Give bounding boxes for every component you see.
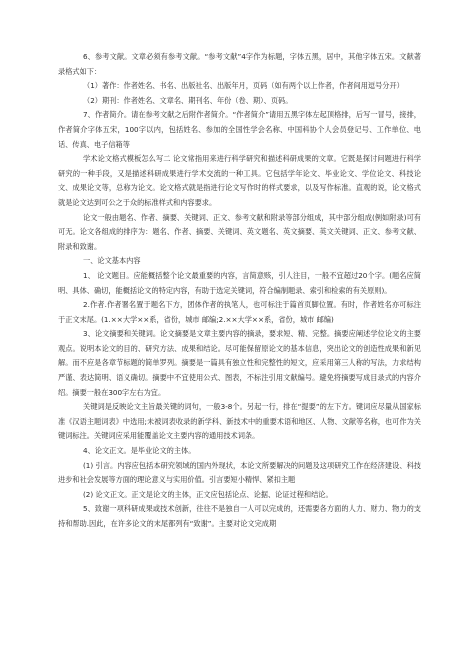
- para-references: 6、参考文献。文章必须有参考文献。“参考文献”4字作为标题，字体五黑，居中，其他字体五宋。文献著录格式如下：: [58, 52, 421, 76]
- para-keywords: 关键词是反映论文主旨最关键的词句，一般3-8个。另起一行，排在“提要”的左下方。键词应尽量从国家标准《汉语主题词表》中选用;未被词表收录的新学科、新技术中的重要术语和地区、人物、文献等名称，也可作为关键词标注。关键词应采用能覆盖论文主要内容的通用技术词条。: [58, 402, 421, 441]
- para-author: 2.作者.作者署名置于题名下方，团体作者的执笔人，也可标注于篇首页脚位置。有时，作者姓名亦可标注于正文末尾。(1.××大学××系，省份，城市 邮编;2.××大学××系，省份，城市 邮编): [58, 300, 421, 324]
- para-acknowledgement: 5、致谢一项科研成果或技术创新，往往不是独自一人可以完成的，还需要各方面的人力、财力、物力的支持和帮助.因此，在许多论文的末尾都列有“致谢”。主要对论文完成期: [58, 504, 421, 528]
- para-template-intro: 学术论文格式模板怎么写二 论文常指用来进行科学研究和描述科研成果的文章。它既是探讨问题进行科学研究的一种手段，又是描述科研成果进行学术交流的一种工具。它包括学年论文、毕业论文、学位论文、科技论文、成果论文等，总称为论文。论文格式就是指进行论文写作时的样式要求，以及写作标准。直观的说，论文格式就是论文达到可公之于众的标准样式和内容要求。: [58, 154, 421, 207]
- para-abstract: 3、论文摘要和关键词。论文摘要是文章主要内容的摘录，要求短、精、完整。摘要应阐述学位论文的主要观点。说明本论文的目的、研究方法、成果和结论。尽可能保留原论文的基本信息，突出论文的创造性成果和新见解。而不应是各章节标题的简单罗列。摘要是一篇具有独立性和完整性的短文，应采用第三人称的写法，力求结构严谨、表达简明、语义确切。摘要中不宜使用公式、图表，不标注引用文献编号。避免将摘要写成目录式的内容介绍。摘要一般在300字左右为宜。: [58, 329, 421, 397]
- para-reference-book: （1）著作：作者姓名、书名、出版社名、出版年月，页码（如有两个以上作者，作者间用逗号分开）: [83, 81, 404, 91]
- para-main-text: 4、论文正文。是毕业论文的主体。: [83, 446, 196, 456]
- para-introduction: (1) 引言。内容应包括本研究领域的国内外现状，本论文所要解决的问题及这项研究工作在经济建设、科技进步和社会发展等方面的理论意义与实用价值。引言要短小精悍、紧扣主题: [58, 460, 421, 485]
- para-reference-journal: （2）期刊：作者姓名、文章名、期刊名、年份（卷、期）、页码。: [83, 95, 293, 105]
- para-components: 论文一般由题名、作者、摘要、关键词、正文、参考文献和附录等部分组成，其中部分组成(例如附录)可有可无。论文各组成的排序为：题名、作者、摘要、关键词、英文题名、英文摘要、英文关键词、正文、参考文献、附录和致谢。: [58, 212, 421, 251]
- section-heading-basic-content: 一、论文基本内容: [83, 256, 141, 266]
- para-author-bio: 7、作者简介。请在参考文献之后附作者简介。“作者简介”请用五黑字体左起顶格排，后写一冒号，接排，作者简介字体五宋，100字以内，包括姓名、参加的全国性学会名称、中国科协个人会员登记号、工作单位、电话、传真、电子信箱等: [58, 110, 421, 149]
- para-body: (2) 论文正文。正文是论文的主体，正文应包括论点、论据、论证过程和结论。: [83, 489, 333, 499]
- para-title: 1、 论文题目。应能概括整个论文最重要的内容，言简意赅，引人注目，一般不宜超过20个字。(题名应简明、具体、确切，能概括论文的特定内容，有助于选定关键词，符合编制题录、索引和检索的有关原则)。: [58, 270, 421, 295]
